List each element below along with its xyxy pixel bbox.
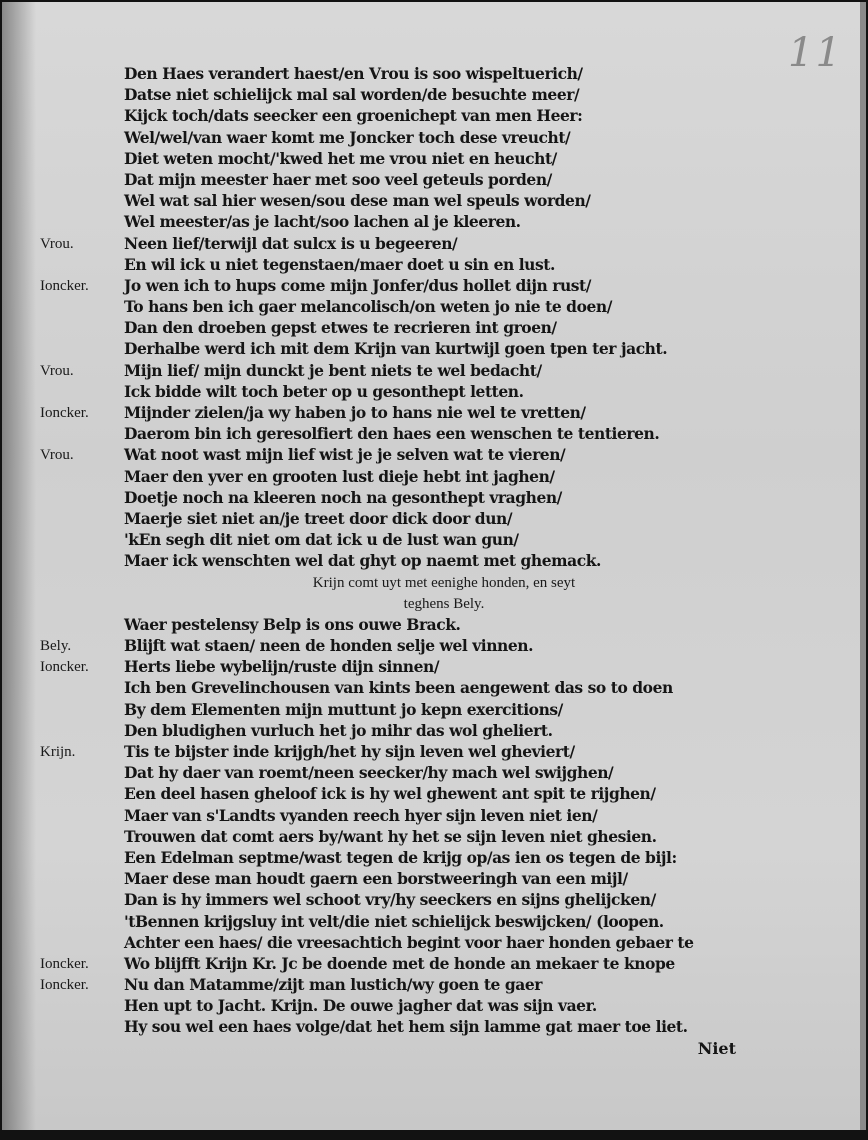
text-line [0, 551, 868, 572]
text-line [0, 975, 868, 996]
text-line [0, 276, 868, 297]
verse-line: Nu dan Matamme/zijt man lustich/wy goen te gaer [124, 975, 542, 995]
text-line [0, 1017, 868, 1038]
text-line [0, 657, 868, 678]
speaker-name: Ioncker. [40, 405, 89, 421]
text-line [0, 339, 868, 360]
text-line [0, 191, 868, 212]
verse-line: Hen upt to Jacht. Krijn. De ouwe jagher dat was sijn vaer. [124, 996, 597, 1016]
verse-line: Datse niet schielijck mal sal worden/de besuchte meer/ [124, 85, 580, 105]
text-line [0, 890, 868, 911]
verse-line: Diet weten mocht/'kwed het me vrou niet en heucht/ [124, 148, 557, 168]
verse-line: Maer van s'Landts vyanden reech hyer sijn leven niet ien/ [124, 805, 598, 825]
verse-line: Doetje noch na kleeren noch na gesonthept vraghen/ [124, 487, 562, 507]
speaker-name: Bely. [40, 638, 72, 655]
verse-line: Achter een haes/ die vreesachtich begint voor haer honden gebaer te [124, 932, 694, 952]
text-line [0, 212, 868, 233]
text-line [0, 445, 868, 466]
verse-line: Neen lief/terwijl dat sulcx is u begeeren/ [124, 233, 458, 253]
text-line [0, 615, 868, 636]
text-line [0, 149, 868, 170]
text-line [0, 128, 868, 149]
text-line [0, 954, 868, 975]
text-line [0, 509, 868, 530]
verse-line: Waer pestelensy Belp is ons ouwe Brack. [124, 614, 461, 634]
text-line [0, 255, 868, 276]
verse-line: Trouwen dat comt aers by/want hy het se sijn leven niet ghesien. [124, 826, 657, 846]
speaker-name: Vrou. [40, 447, 74, 464]
verse-line: Den bludighen vurluch het jo mihr das wol gheliert. [124, 720, 553, 740]
verse-line: Hy sou wel een haes volge/dat het hem sijn lamme gat maer toe liet. [124, 1017, 688, 1037]
text-line [0, 763, 868, 784]
speaker-name: Vrou. [40, 362, 74, 379]
verse-line: Wel/wel/van waer komt me Joncker toch dese vreucht/ [124, 127, 571, 147]
text-line [0, 636, 868, 657]
text-line [0, 467, 868, 488]
verse-line: Daerom bin ich geresolfiert den haes een wenschen te tentieren. [124, 424, 660, 444]
verse-line: Wel meester/as je lacht/soo lachen al je kleeren. [124, 212, 521, 232]
verse-line: To hans ben ich gaer melancolisch/on weten jo nie te doen/ [124, 297, 612, 317]
speaker-name: Ioncker. [40, 659, 89, 676]
verse-line: Blijft wat staen/ neen de honden selje wel vinnen. [124, 636, 534, 656]
text-line [0, 784, 868, 805]
text-line [0, 106, 868, 127]
verse-line: Een Edelman septme/wast tegen de krijg op/as ien os tegen de bijl: [124, 847, 677, 867]
text-line [0, 170, 868, 191]
verse-line: Maer dese man houdt gaern een borstweeringh van een mijl/ [124, 869, 628, 889]
verse-line: Herts liebe wybelijn/ruste dijn sinnen/ [124, 657, 440, 677]
text-line [0, 403, 868, 424]
verse-line: Ich ben Grevelinchousen van kints been aengewent das so to doen [124, 678, 673, 698]
speaker-name: Ioncker. [40, 977, 89, 994]
text-line [0, 848, 868, 869]
text-line [0, 318, 868, 339]
verse-line: Wat noot wast mijn lief wist je je selven wat te vieren/ [124, 445, 566, 465]
text-line [0, 742, 868, 763]
text-line [0, 678, 868, 699]
verse-line: 'kEn segh dit niet om dat ick u de lust wan gun/ [124, 530, 519, 550]
catchword: Niet [697, 1039, 736, 1059]
verse-line: Een deel hasen gheloof ick is hy wel ghewent ant spit te rijghen/ [124, 784, 656, 804]
verse-line: Dan is hy immers wel schoot vry/hy seeckers en sijns ghelijcken/ [124, 890, 656, 910]
speaker-name: Ioncker. [40, 955, 89, 972]
stage-direction: Krijn comt uyt met eenighe honden, en seyt [312, 574, 576, 591]
text-line [0, 806, 868, 827]
folio-number: 11 [788, 30, 843, 76]
verse-line: Maerje siet niet an/je treet door dick door dun/ [124, 508, 513, 528]
verse-line: Tis te bijster inde krijgh/het hy sijn leven wel gheviert/ [124, 742, 575, 761]
verse-line: En wil ick u niet tegenstaen/maer doet u sin en lust. [124, 254, 555, 274]
text-line [0, 530, 868, 551]
speaker-name: Vrou. [40, 235, 74, 252]
verse-line: Dat mijn meester haer met soo veel geteuls porden/ [124, 169, 552, 189]
play-text [0, 64, 868, 1039]
verse-line: Den Haes verandert haest/en Vrou is soo wispeltuerich/ [124, 64, 583, 83]
text-line [0, 912, 868, 933]
text-line [0, 64, 868, 85]
text-line [0, 234, 868, 255]
verse-line: Maer den yver en grooten lust dieje hebt int jaghen/ [124, 466, 555, 486]
text-line [0, 996, 868, 1017]
text-line [0, 297, 868, 318]
text-line [0, 573, 868, 594]
verse-line: Wel wat sal hier wesen/sou dese man wel speuls worden/ [124, 191, 591, 211]
verse-line: Derhalbe werd ich mit dem Krijn van kurtwijl goen tpen ter jacht. [124, 339, 668, 359]
verse-line: Dat hy daer van roemt/neen seecker/hy mach wel swijghen/ [124, 763, 614, 783]
verse-line: Maer ick wenschten wel dat ghyt op naemt met ghemack. [124, 551, 601, 571]
text-line [0, 933, 868, 954]
text-line [0, 85, 868, 106]
text-line [0, 424, 868, 445]
text-line [0, 594, 868, 615]
verse-line: Mijn lief/ mijn dunckt je bent niets te wel bedacht/ [124, 360, 542, 380]
speaker-name: Ioncker. [40, 277, 89, 294]
text-line [0, 721, 868, 742]
verse-line: Kijck toch/dats seecker een groenichept van men Heer: [124, 106, 583, 126]
verse-line: By dem Elementen mijn muttunt jo kepn exercitions/ [124, 699, 563, 719]
verse-line: Dan den droeben gepst etwes te recrieren int groen/ [124, 318, 557, 338]
verse-line: Wo blijfft Krijn Kr. Jc be doende met de honde an mekaer te knope [124, 953, 675, 973]
text-line [0, 382, 868, 403]
text-line [0, 488, 868, 509]
verse-line: Ick bidde wilt toch beter op u gesonthept letten. [124, 381, 524, 401]
text-line [0, 361, 868, 382]
verse-line: Mijnder zielen/ja wy haben jo to hans nie wel te vretten/ [124, 403, 586, 422]
text-line [0, 827, 868, 848]
verse-line: Jo wen ich to hups come mijn Jonfer/dus hollet dijn rust/ [124, 275, 591, 295]
stage-direction: teghens Bely. [403, 595, 485, 612]
text-line [0, 700, 868, 721]
verse-line: 'tBennen krijgsluy int velt/die niet schielijck beswijcken/ (loopen. [124, 911, 664, 931]
text-line [0, 869, 868, 890]
speaker-name: Krijn. [40, 744, 76, 760]
